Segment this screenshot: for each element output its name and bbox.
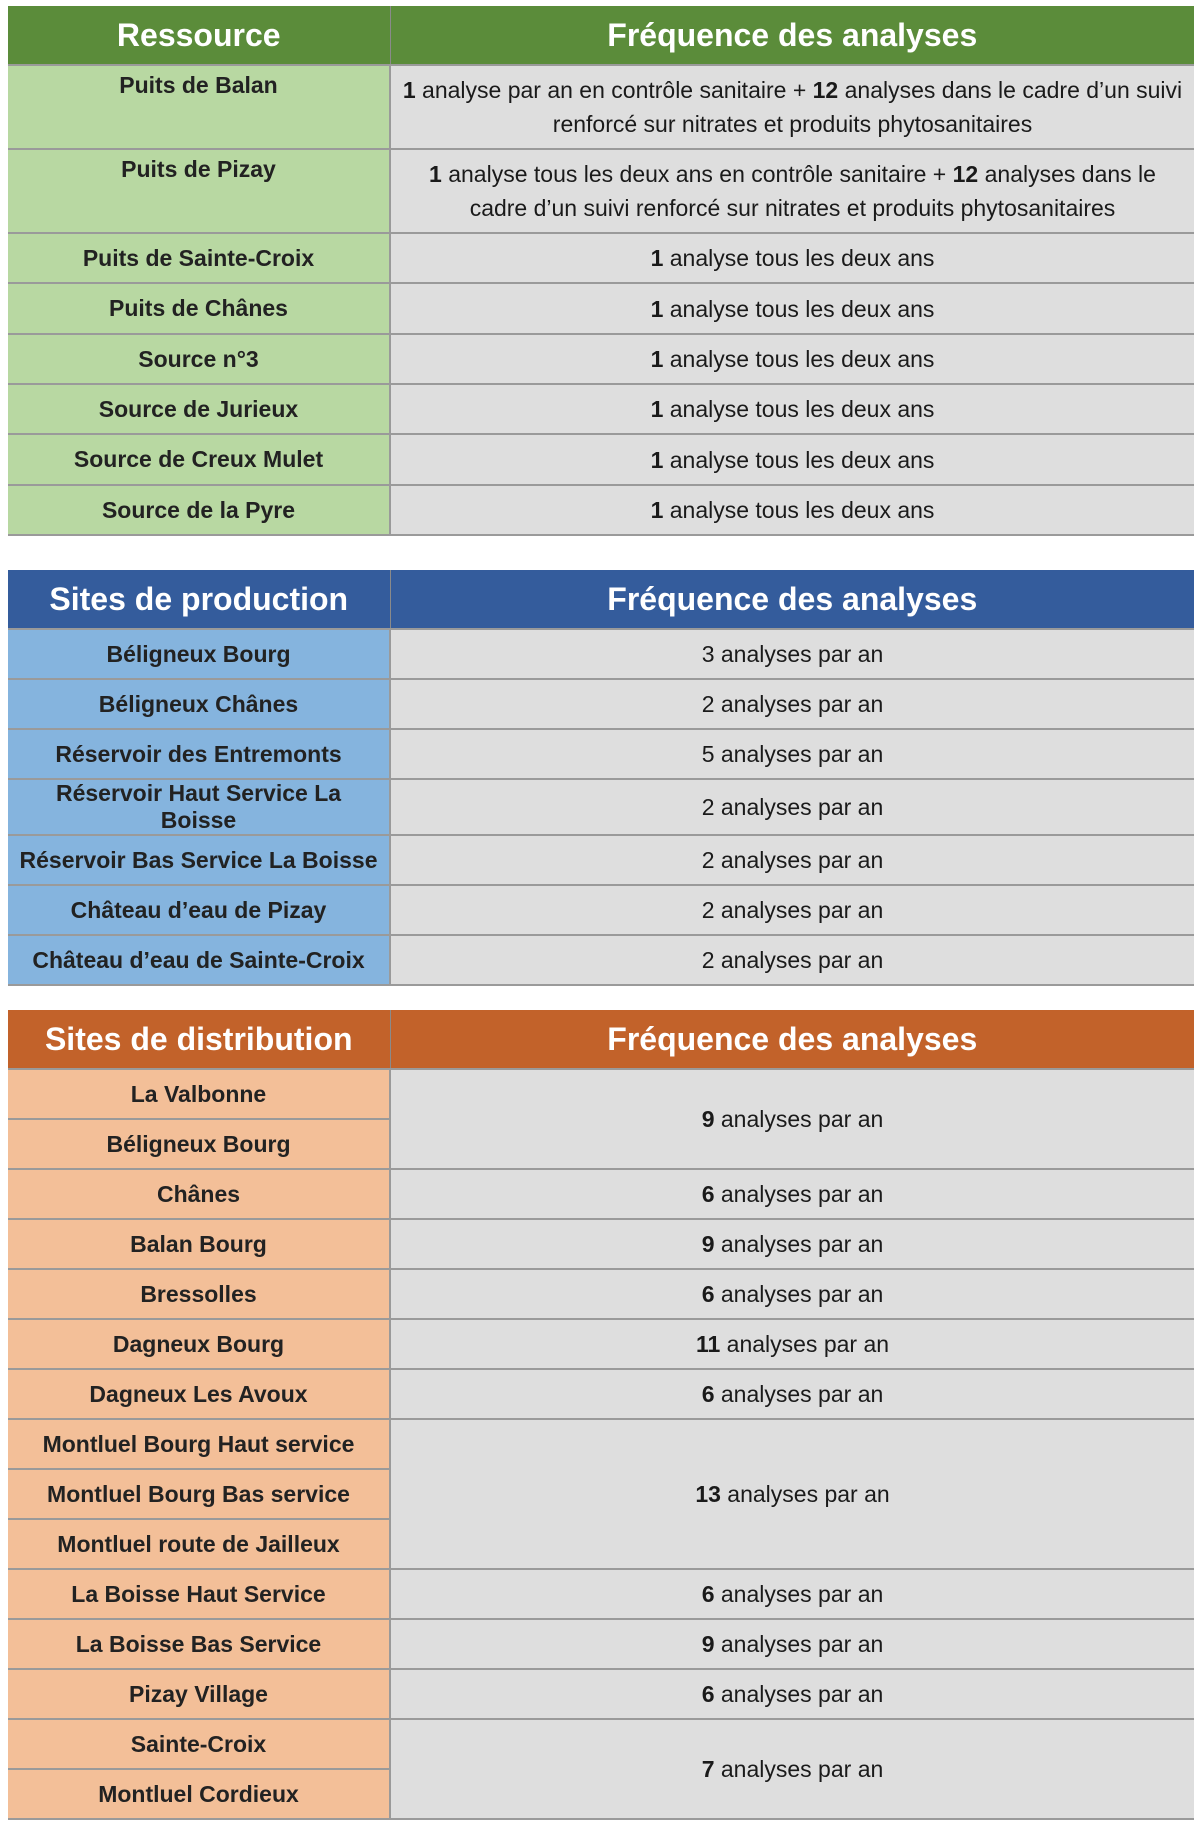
production-site-name: Réservoir des Entremonts — [8, 729, 390, 779]
frequency-count: 1 — [650, 497, 664, 523]
resource-frequency — [390, 334, 1194, 384]
distribution-site-name: La Boisse Haut Service — [8, 1569, 390, 1619]
table-row — [8, 1719, 1194, 1769]
distribution-frequency — [390, 1069, 1194, 1169]
frequency-count: 11 — [695, 1331, 721, 1357]
frequency-text: analyse tous les deux ans — [663, 396, 935, 422]
table-row — [8, 384, 1194, 434]
table-row — [8, 485, 1194, 535]
distribution-site-name: Montluel Bourg Bas service — [8, 1469, 390, 1519]
distribution-site-name: Pizay Village — [8, 1669, 390, 1719]
distribution-frequency — [390, 1719, 1194, 1819]
distribution-frequency — [390, 1269, 1194, 1319]
table-row — [8, 729, 1194, 779]
production-site-name: Béligneux Chânes — [8, 679, 390, 729]
production-frequency: 3 analyses par an — [390, 629, 1194, 679]
frequency-count: 9 — [701, 1631, 715, 1657]
frequency-text: analyses par an — [720, 1331, 890, 1357]
table-row — [8, 1669, 1194, 1719]
distribution-site-name: Montluel route de Jailleux — [8, 1519, 390, 1569]
table-row — [8, 1219, 1194, 1269]
frequency-text: analyses par an — [720, 1481, 890, 1507]
frequency-count: 6 — [701, 1281, 715, 1307]
frequency-text: analyses par an — [714, 1381, 884, 1407]
resource-name: Source n°3 — [8, 334, 390, 384]
frequency-count: 12 — [812, 77, 839, 103]
resource-name: Puits de Sainte-Croix — [8, 233, 390, 283]
frequency-text: analyses par an — [714, 1106, 884, 1132]
table-row — [8, 679, 1194, 729]
table-row — [8, 233, 1194, 283]
table-row — [8, 434, 1194, 485]
production-frequency: 2 analyses par an — [390, 885, 1194, 935]
production-header-site: Sites de production — [8, 570, 390, 629]
table-row — [8, 1069, 1194, 1119]
frequency-count: 1 — [650, 396, 664, 422]
frequency-text: analyse tous les deux ans — [663, 346, 935, 372]
distribution-frequency — [390, 1669, 1194, 1719]
frequency-count: 1 — [650, 295, 664, 322]
ressource-header-resource: Ressource — [8, 6, 390, 65]
distribution-header-row — [8, 1010, 1194, 1069]
frequency-count: 1 — [650, 346, 664, 372]
distribution-frequency — [390, 1569, 1194, 1619]
frequency-count: 9 — [701, 1231, 715, 1257]
table-row — [8, 935, 1194, 985]
table-row — [8, 1419, 1194, 1469]
frequency-text: analyse par an en contrôle sanitaire + — [415, 77, 813, 103]
distribution-site-name: Dagneux Les Avoux — [8, 1369, 390, 1419]
distribution-site-name: Chânes — [8, 1169, 390, 1219]
frequency-text: analyses par an — [714, 1231, 884, 1257]
production-site-name: Réservoir Haut Service La Boisse — [8, 779, 390, 835]
table-row — [8, 1269, 1194, 1319]
resource-name: Puits de Chânes — [8, 283, 390, 334]
ressource-header-row — [8, 6, 1194, 65]
production-frequency: 2 analyses par an — [390, 679, 1194, 729]
frequency-count: 1 — [402, 77, 416, 103]
table-row — [8, 629, 1194, 679]
table-row — [8, 65, 1194, 149]
resource-frequency — [390, 384, 1194, 434]
table-row — [8, 1619, 1194, 1669]
distribution-site-name: La Boisse Bas Service — [8, 1619, 390, 1669]
frequency-text: analyse tous les deux ans — [663, 245, 935, 271]
ressource-table — [8, 6, 1194, 536]
frequency-text: analyse tous les deux ans — [663, 497, 935, 523]
distribution-frequency — [390, 1169, 1194, 1219]
frequency-text: analyses par an — [714, 1756, 884, 1782]
production-frequency: 2 analyses par an — [390, 779, 1194, 835]
resource-name: Source de la Pyre — [8, 485, 390, 535]
frequency-text: analyses par an — [714, 1281, 884, 1307]
distribution-site-name: Balan Bourg — [8, 1219, 390, 1269]
distribution-header-frequency: Fréquence des analyses — [390, 1010, 1194, 1069]
distribution-site-name: Montluel Cordieux — [8, 1769, 390, 1819]
frequency-count: 9 — [701, 1106, 715, 1132]
production-site-name: Réservoir Bas Service La Boisse — [8, 835, 390, 885]
frequency-count: 1 — [429, 161, 442, 187]
resource-frequency — [390, 283, 1194, 334]
distribution-frequency — [390, 1319, 1194, 1369]
production-frequency: 2 analyses par an — [390, 935, 1194, 985]
production-site-name: Château d’eau de Sainte-Croix — [8, 935, 390, 985]
frequency-count: 6 — [701, 1681, 715, 1707]
distribution-site-name: La Valbonne — [8, 1069, 390, 1119]
resource-name: Puits de Balan — [8, 65, 390, 149]
resource-name: Puits de Pizay — [8, 149, 390, 233]
frequency-text: analyses par an — [714, 1181, 884, 1207]
table-row — [8, 1369, 1194, 1419]
frequency-count: 1 — [650, 446, 664, 473]
distribution-site-name: Montluel Bourg Haut service — [8, 1419, 390, 1469]
frequency-text: analyse tous les deux ans — [663, 446, 935, 473]
resource-frequency — [390, 65, 1194, 149]
distribution-table — [8, 1010, 1194, 1820]
table-row — [8, 1319, 1194, 1369]
frequency-count: 6 — [701, 1381, 715, 1407]
distribution-frequency — [390, 1619, 1194, 1669]
frequency-text: analyses par an — [714, 1581, 884, 1607]
production-frequency: 2 analyses par an — [390, 835, 1194, 885]
frequency-text: analyses dans le cadre d’un suivi renforcé sur nitrates et produits phytosanitaires — [552, 77, 1183, 137]
distribution-site-name: Sainte-Croix — [8, 1719, 390, 1769]
distribution-header-site: Sites de distribution — [8, 1010, 390, 1069]
frequency-text: analyses par an — [714, 1681, 884, 1707]
resource-name: Source de Jurieux — [8, 384, 390, 434]
distribution-site-name: Bressolles — [8, 1269, 390, 1319]
resource-name: Source de Creux Mulet — [8, 434, 390, 485]
frequency-count: 7 — [701, 1756, 715, 1782]
table-row — [8, 885, 1194, 935]
frequency-text: analyses dans le cadre d’un suivi renforcé sur nitrates et produits phytosanitaires — [469, 161, 1156, 221]
resource-frequency — [390, 233, 1194, 283]
production-frequency: 5 analyses par an — [390, 729, 1194, 779]
production-header-frequency: Fréquence des analyses — [390, 570, 1194, 629]
table-row — [8, 283, 1194, 334]
frequency-count: 1 — [650, 245, 664, 271]
production-site-name: Château d’eau de Pizay — [8, 885, 390, 935]
distribution-site-name: Béligneux Bourg — [8, 1119, 390, 1169]
production-site-name: Béligneux Bourg — [8, 629, 390, 679]
table-row — [8, 1169, 1194, 1219]
production-table — [8, 570, 1194, 986]
distribution-frequency — [390, 1419, 1194, 1569]
distribution-site-name: Dagneux Bourg — [8, 1319, 390, 1369]
table-row — [8, 149, 1194, 233]
frequency-count: 13 — [695, 1481, 721, 1507]
table-row — [8, 334, 1194, 384]
resource-frequency — [390, 149, 1194, 233]
table-row — [8, 1569, 1194, 1619]
frequency-count: 6 — [701, 1181, 715, 1207]
resource-frequency — [390, 434, 1194, 485]
ressource-header-frequency: Fréquence des analyses — [390, 6, 1194, 65]
distribution-frequency — [390, 1219, 1194, 1269]
resource-frequency — [390, 485, 1194, 535]
frequency-text: analyses par an — [714, 1631, 884, 1657]
frequency-text: analyse tous les deux ans en contrôle sanitaire + — [441, 161, 953, 187]
table-row — [8, 835, 1194, 885]
distribution-frequency — [390, 1369, 1194, 1419]
table-row — [8, 779, 1194, 835]
frequency-count: 6 — [701, 1581, 715, 1607]
frequency-text: analyse tous les deux ans — [663, 295, 935, 322]
frequency-count: 12 — [952, 161, 979, 187]
production-header-row — [8, 570, 1194, 629]
